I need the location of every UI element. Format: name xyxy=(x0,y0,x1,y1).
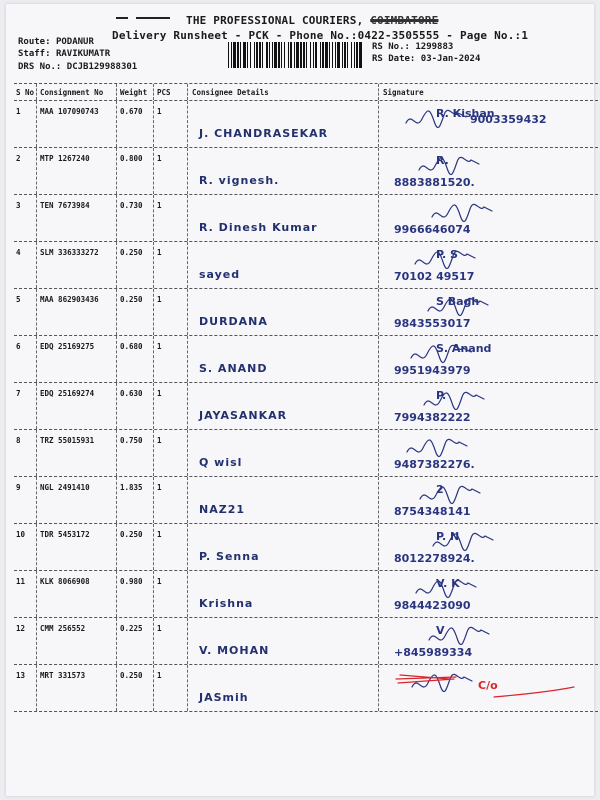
row-pcs: 1 xyxy=(157,530,162,539)
row-consignment-no: NGL 2491410 xyxy=(40,483,90,492)
signature-name-text: V xyxy=(436,624,445,637)
header-weight: Weight xyxy=(120,88,148,97)
staff-label: Staff: xyxy=(18,49,51,59)
row-pcs: 1 xyxy=(157,624,162,633)
signature-name-text: S. Anand xyxy=(436,342,492,355)
row-pcs: 1 xyxy=(157,436,162,445)
row-signature xyxy=(386,291,596,333)
header-pcs: PCS xyxy=(157,88,171,97)
row-weight: 0.250 xyxy=(120,671,143,680)
row-weight: 0.980 xyxy=(120,577,143,586)
signature-name-text: R. xyxy=(436,154,449,167)
row-sno: 9 xyxy=(16,483,21,492)
table-row xyxy=(14,242,598,289)
row-signature xyxy=(386,103,596,145)
row-pcs: 1 xyxy=(157,342,162,351)
signature-phone-text: 7994382222 xyxy=(394,411,471,424)
row-pcs: 1 xyxy=(157,248,162,257)
table-row xyxy=(14,148,598,195)
row-signature xyxy=(386,573,596,615)
title-prefix: THE PROFESSIONAL COURIERS, xyxy=(186,14,364,27)
row-consignment-no: MTP 1267240 xyxy=(40,154,90,163)
row-sno: 10 xyxy=(16,530,26,539)
row-pcs: 1 xyxy=(157,107,162,116)
row-consignee-handwritten: V. MOHAN xyxy=(199,644,270,657)
table-row xyxy=(14,430,598,477)
header-sno: S No xyxy=(16,88,35,97)
row-consignment-no: KLK 8066908 xyxy=(40,577,90,586)
row-signature xyxy=(386,667,596,709)
signature-phone-text: 8883881520. xyxy=(394,176,475,189)
rs-number-line xyxy=(372,42,453,52)
row-signature xyxy=(386,432,596,474)
row-pcs: 1 xyxy=(157,295,162,304)
rs-date-value: 03-Jan-2024 xyxy=(420,54,481,64)
row-weight: 0.225 xyxy=(120,624,143,633)
title-struck-city: COIMBATORE xyxy=(370,14,439,27)
row-weight: 1.835 xyxy=(120,483,143,492)
signature-phone-text: 9487382276. xyxy=(394,458,475,471)
table-row xyxy=(14,195,598,242)
row-sno: 13 xyxy=(16,671,26,680)
table-row xyxy=(14,618,598,665)
row-sno: 2 xyxy=(16,154,21,163)
row-consignee-handwritten: S. ANAND xyxy=(199,362,268,375)
drs-line xyxy=(18,62,137,72)
signature-phone-text: 9003359432 xyxy=(470,113,547,126)
row-consignment-no: EDQ 25169274 xyxy=(40,389,95,398)
row-pcs: 1 xyxy=(157,577,162,586)
row-consignee-handwritten: DURDANA xyxy=(199,315,268,328)
table-row xyxy=(14,524,598,571)
row-weight: 0.250 xyxy=(120,530,143,539)
row-weight: 0.670 xyxy=(120,107,143,116)
rs-no-label: RS No.: xyxy=(372,42,410,52)
signature-name-text: V. K xyxy=(436,577,460,590)
signature-name-text: P. N xyxy=(436,530,460,543)
signature-name-text: P. xyxy=(436,389,447,402)
row-sno: 1 xyxy=(16,107,21,116)
drs-value: DCJB129988301 xyxy=(66,62,138,72)
company-title xyxy=(186,14,438,27)
barcode xyxy=(228,42,364,68)
table-row xyxy=(14,336,598,383)
row-sno: 12 xyxy=(16,624,26,633)
row-signature xyxy=(386,479,596,521)
decorative-dashes xyxy=(116,16,176,20)
signature-name-text: R. Kishan xyxy=(436,107,495,120)
signature-phone-text: 9843553017 xyxy=(394,317,471,330)
row-weight: 0.250 xyxy=(120,295,143,304)
header-consignee: Consignee Details xyxy=(192,88,269,97)
signature-phone-text: 9951943979 xyxy=(394,364,471,377)
row-consignment-no: SLM 336333272 xyxy=(40,248,99,257)
header-consignment: Consignment No xyxy=(40,88,104,97)
row-consignee-handwritten: JAYASANKAR xyxy=(199,409,288,422)
runsheet-page xyxy=(6,4,594,796)
table-body xyxy=(14,101,598,712)
row-consignee-handwritten: R. vignesh. xyxy=(199,174,280,187)
staff-value: RAVIKUMATR xyxy=(55,49,111,59)
header-signature: Signature xyxy=(383,88,424,97)
row-consignee-handwritten: JASmih xyxy=(199,691,249,704)
row-signature xyxy=(386,150,596,192)
signature-phone-text: 8012278924. xyxy=(394,552,475,565)
table-row xyxy=(14,665,598,712)
row-consignment-no: MAA 862903436 xyxy=(40,295,99,304)
row-sno: 8 xyxy=(16,436,21,445)
signature-phone-text: 8754348141 xyxy=(394,505,471,518)
table-row xyxy=(14,289,598,336)
row-weight: 0.750 xyxy=(120,436,143,445)
row-sno: 5 xyxy=(16,295,21,304)
row-consignment-no: EDQ 25169275 xyxy=(40,342,95,351)
row-consignment-no: MRT 331573 xyxy=(40,671,86,680)
row-consignment-no: TDR 5453172 xyxy=(40,530,90,539)
row-signature xyxy=(386,385,596,427)
row-pcs: 1 xyxy=(157,671,162,680)
row-sno: 4 xyxy=(16,248,21,257)
row-weight: 0.630 xyxy=(120,389,143,398)
row-consignee-handwritten: R. Dinesh Kumar xyxy=(199,221,318,234)
row-weight: 0.730 xyxy=(120,201,143,210)
row-consignee-handwritten: J. CHANDRASEKAR xyxy=(199,127,329,140)
row-consignment-no: TEN 7673984 xyxy=(40,201,90,210)
row-sno: 6 xyxy=(16,342,21,351)
row-sno: 3 xyxy=(16,201,21,210)
row-pcs: 1 xyxy=(157,389,162,398)
signature-name-text: 2 xyxy=(436,483,444,496)
signature-red-note: C/o xyxy=(478,679,498,692)
row-consignee-handwritten: Q wisl xyxy=(199,456,243,469)
row-sno: 11 xyxy=(16,577,26,586)
row-weight: 0.680 xyxy=(120,342,143,351)
row-signature xyxy=(386,526,596,568)
route-line xyxy=(18,37,94,47)
rs-date-label: RS Date: xyxy=(372,54,416,64)
delivery-table xyxy=(14,83,598,712)
signature-phone-text: 70102 49517 xyxy=(394,270,475,283)
signature-name-text: S Bagh xyxy=(436,295,480,308)
row-consignee-handwritten: P. Senna xyxy=(199,550,260,563)
staff-line xyxy=(18,49,110,59)
row-weight: 0.250 xyxy=(120,248,143,257)
signature-phone-text: 9966646074 xyxy=(394,223,471,236)
table-header xyxy=(14,83,598,101)
row-consignment-no: CMM 256552 xyxy=(40,624,86,633)
rs-date-line xyxy=(372,54,480,64)
table-row xyxy=(14,477,598,524)
row-signature xyxy=(386,244,596,286)
runsheet-subtitle: Delivery Runsheet - PCK - Phone No.:0422-3505555 - Page No.:1 xyxy=(112,29,529,42)
row-consignee-handwritten: sayed xyxy=(199,268,241,281)
table-row xyxy=(14,571,598,618)
row-pcs: 1 xyxy=(157,483,162,492)
drs-label: DRS No.: xyxy=(18,62,62,72)
route-value: PODANUR xyxy=(55,37,94,47)
row-weight: 0.800 xyxy=(120,154,143,163)
row-consignee-handwritten: Krishna xyxy=(199,597,254,610)
row-consignment-no: MAA 107090743 xyxy=(40,107,99,116)
row-pcs: 1 xyxy=(157,201,162,210)
rs-no-value: 1299883 xyxy=(415,42,454,52)
row-consignee-handwritten: NAZ21 xyxy=(199,503,246,516)
signature-name-text: P. S xyxy=(436,248,458,261)
route-label: Route: xyxy=(18,37,51,47)
table-row xyxy=(14,101,598,148)
row-consignment-no: TRZ 55015931 xyxy=(40,436,95,445)
row-sno: 7 xyxy=(16,389,21,398)
row-signature xyxy=(386,338,596,380)
row-signature xyxy=(386,197,596,239)
signature-phone-text: 9844423090 xyxy=(394,599,471,612)
row-pcs: 1 xyxy=(157,154,162,163)
table-row xyxy=(14,383,598,430)
row-signature xyxy=(386,620,596,662)
signature-phone-text: +845989334 xyxy=(394,646,473,659)
